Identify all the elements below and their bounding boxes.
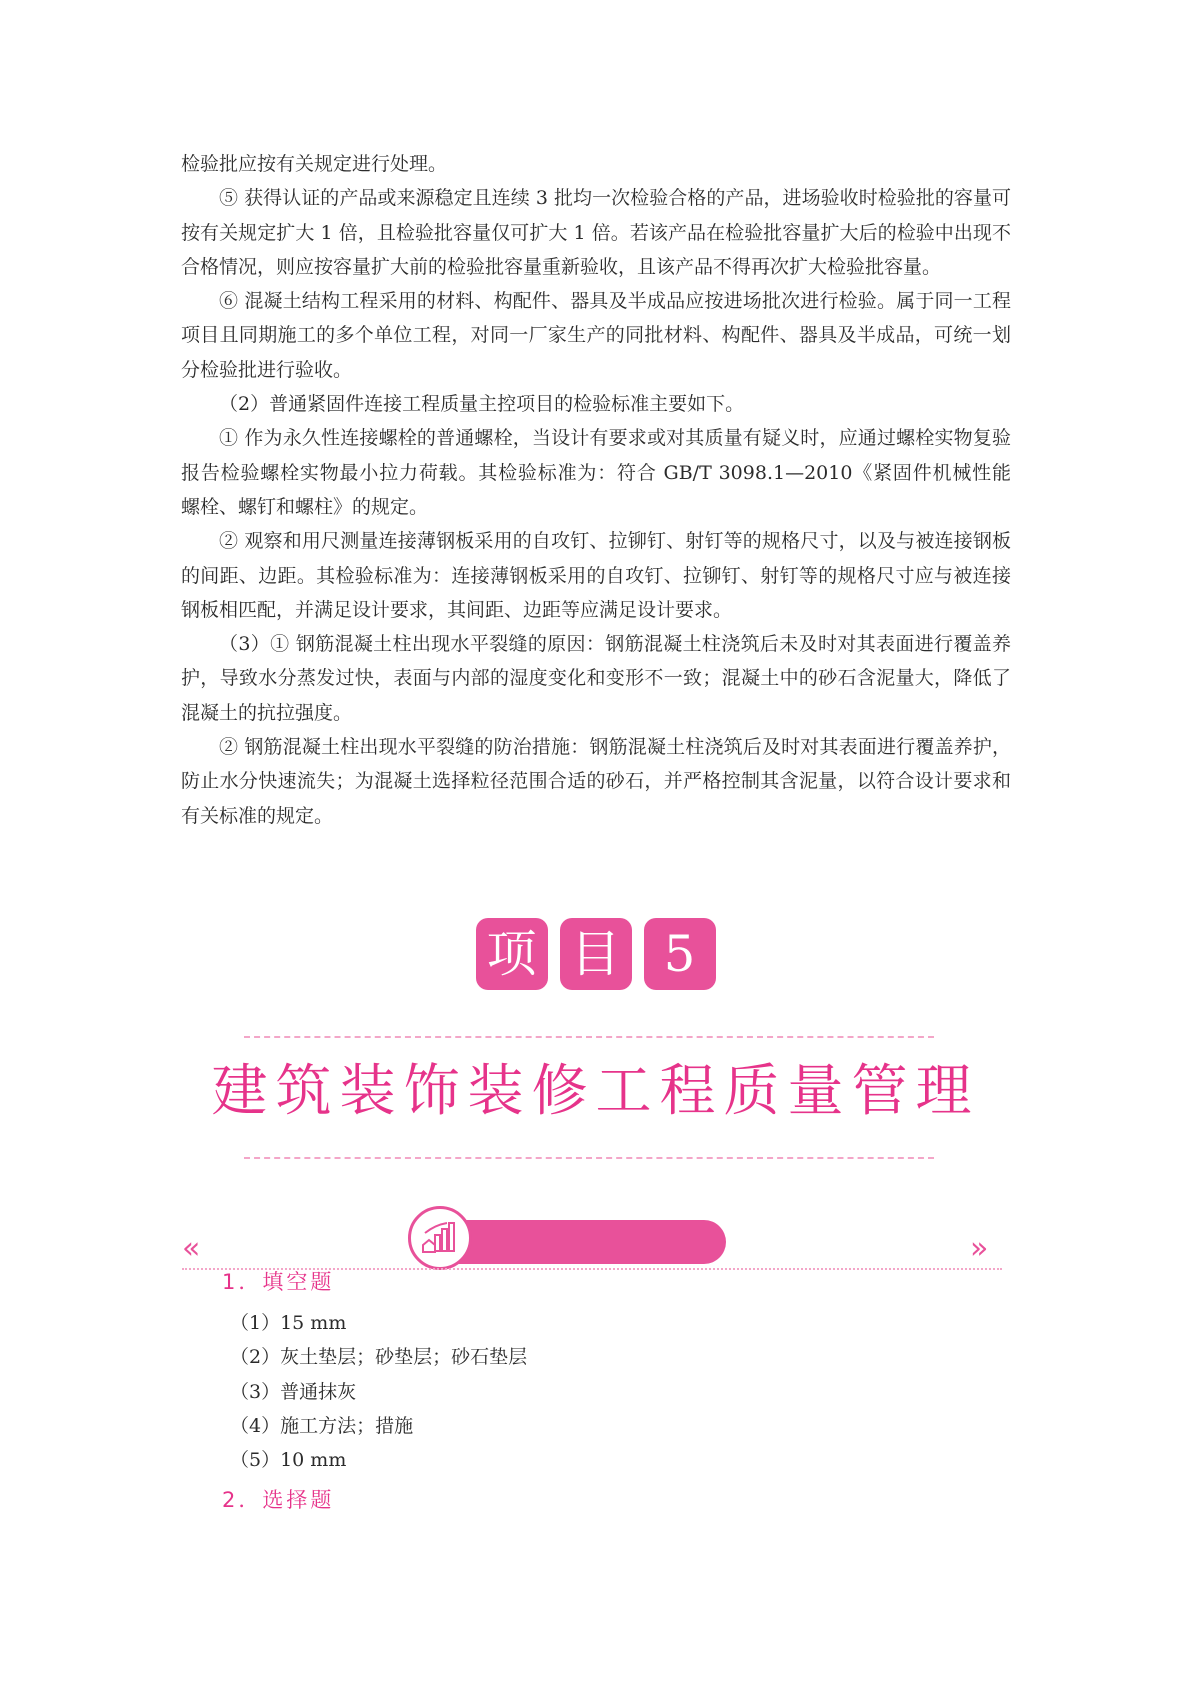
- list-item: （4）施工方法；措施: [230, 1414, 414, 1437]
- list-item: （5）10 mm: [230, 1449, 347, 1472]
- paragraph: （2）普通紧固件连接工程质量主控项目的检验标准主要如下。: [219, 393, 745, 416]
- list-item: （2）灰土垫层；砂垫层；砂石垫层: [230, 1346, 528, 1369]
- section-banner: [430, 1220, 726, 1264]
- list-item: （1）15 mm: [230, 1312, 347, 1334]
- answer-list: [230, 1306, 527, 1477]
- divider-top: [244, 1036, 934, 1038]
- paragraph: ⑥ 混凝土结构工程采用的材料、构配件、器具及半成品应按进场批次进行检验。属于同一工程项目且同期施工的多个单位工程，对同一厂家生产的同批材料、构配件、器具及半成品，可统一划分检验批进行验收。: [181, 290, 1011, 381]
- building-chart-icon: [408, 1206, 472, 1270]
- paragraph: ② 观察和用尺测量连接薄钢板采用的自攻钉、拉铆钉、射钉等的规格尺寸，以及与被连接钢板的间距、边距。其检验标准为：连接薄钢板采用的自攻钉、拉铆钉、射钉等的规格尺寸应与被连接钢板相匹配，并满足设计要求，其间距、边距等应满足设计要求。: [181, 530, 1011, 621]
- section-heading: 2．选择题: [222, 1488, 335, 1512]
- paragraph: （3）① 钢筋混凝土柱出现水平裂缝的原因：钢筋混凝土柱浇筑后未及时对其表面进行覆盖养护，导致水分蒸发过快，表面与内部的湿度变化和变形不一致；混凝土中的砂石含泥量大，降低了混凝土的抗拉强度。: [181, 633, 1011, 724]
- list-item: （3）普通抹灰: [230, 1380, 357, 1403]
- project-number-badge: [0, 918, 1191, 990]
- project-box: 5: [644, 918, 716, 990]
- chevron-right-icon: »: [970, 1231, 989, 1266]
- project-box: 项: [476, 918, 548, 990]
- paragraph: ② 钢筋混凝土柱出现水平裂缝的防治措施：钢筋混凝土柱浇筑后及时对其表面进行覆盖养护，防止水分快速流失；为混凝土选择粒径范围合适的砂石，并严格控制其含泥量，以符合设计要求和有关标准的规定。: [181, 736, 1011, 827]
- divider-bottom: [244, 1157, 934, 1159]
- section-heading: 1．填空题: [222, 1270, 335, 1294]
- chapter-title: 建筑装饰装修工程质量管理: [211, 1059, 980, 1124]
- project-box: 目: [560, 918, 632, 990]
- body-text: [181, 147, 1031, 833]
- paragraph: ⑤ 获得认证的产品或来源稳定且连续 3 批均一次检验合格的产品，进场验收时检验批的容量可按有关规定扩大 1 倍，且检验批容量仅可扩大 1 倍。若该产品在检验批容量扩大后的检验中出现不合格情况，则应按容量扩大前的检验批容量重新验收，且该产品不得再次扩大检验批容量。: [181, 187, 1011, 278]
- paragraph: 检验批应按有关规定进行处理。: [181, 153, 448, 175]
- chevron-left-icon: «: [182, 1231, 201, 1266]
- paragraph: ① 作为永久性连接螺栓的普通螺栓，当设计有要求或对其质量有疑义时，应通过螺栓实物复验报告检验螺栓实物最小拉力荷载。其检验标准为：符合 GB/T 3098.1—2010《紧固件机械性能 螺栓、螺钉和螺柱》的规定。: [181, 427, 1031, 518]
